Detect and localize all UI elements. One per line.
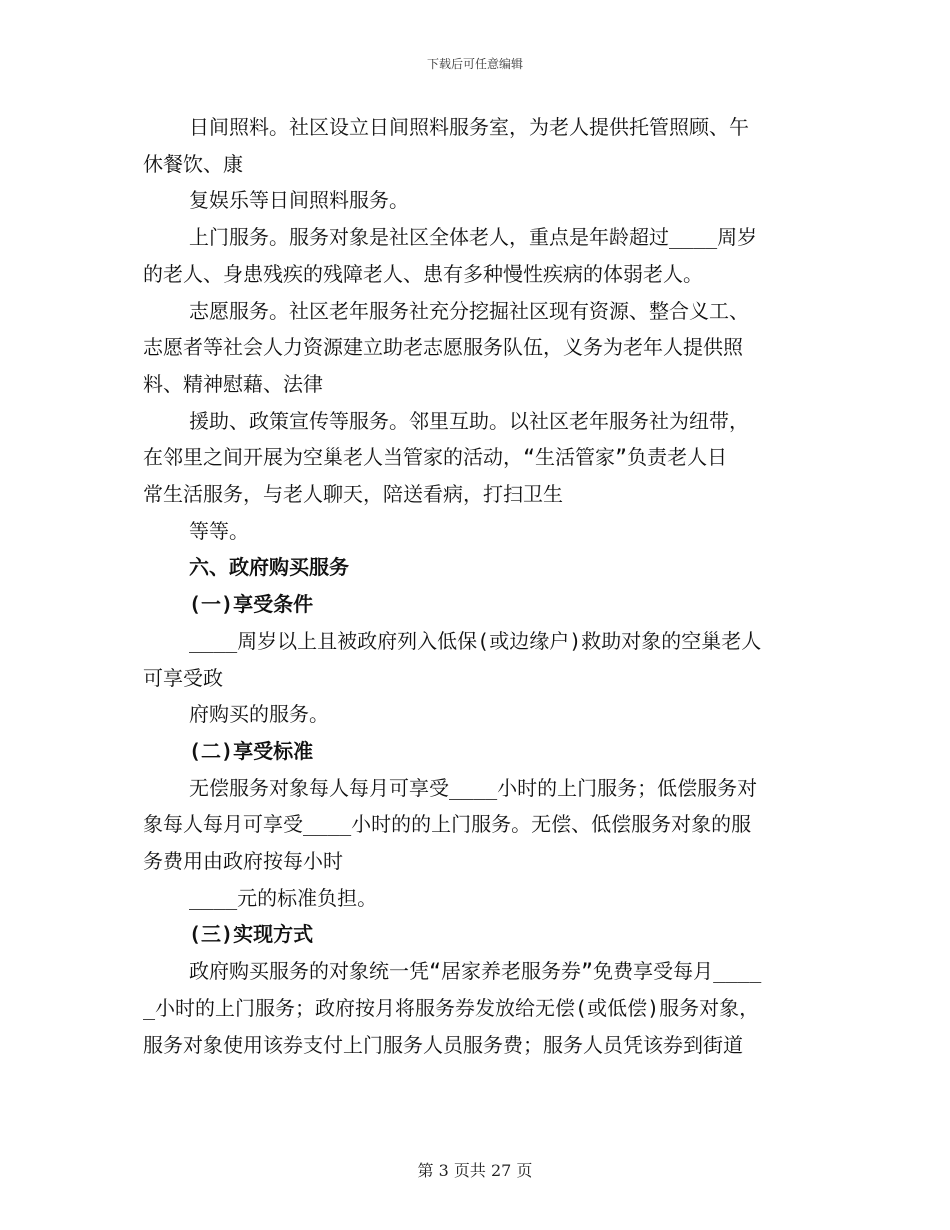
text-line: _小时的上门服务；政府按月将服务券发放给无偿(或低偿)服务对象， (143, 995, 760, 1020)
text-line: 无偿服务对象每人每月可享受____小时的上门服务；低偿服务对 (189, 775, 758, 800)
text-line: 志愿者等社会人力资源建立助老志愿服务队伍，义务为老年人提供照 (143, 335, 743, 360)
subsection-heading: (三)实现方式 (189, 922, 314, 947)
text-line: 复娱乐等日间照料服务。 (189, 188, 409, 213)
text-line: 府购买的服务。 (189, 702, 329, 727)
page-header: 下载后可任意编辑 (426, 57, 523, 71)
text-line: 在邻里之间开展为空巢老人当管家的活动，“生活管家”负责老人日 (143, 445, 728, 470)
text-line: 上门服务。服务对象是社区全体老人，重点是年龄超过____周岁 (189, 225, 758, 250)
text-line: 服务对象使用该券支付上门服务人员服务费；服务人员凭该券到街道 (143, 1032, 743, 1057)
text-line: 志愿服务。社区老年服务社充分挖掘社区现有资源、整合义工、 (189, 298, 749, 323)
text-line: 象每人每月可享受____小时的的上门服务。无偿、低偿服务对象的服 (143, 812, 752, 837)
text-line: ____元的标准负担。 (189, 885, 378, 910)
text-line: 的老人、身患残疾的残障老人、患有多种慢性疾病的体弱老人。 (143, 261, 703, 286)
page-footer: 第 3 页共 27 页 (417, 1161, 533, 1180)
text-line: 可享受政 (143, 665, 223, 690)
text-line: 援助、政策宣传等服务。邻里互助。以社区老年服务社为纽带， (189, 408, 749, 433)
subsection-heading: (二)享受标准 (189, 738, 314, 763)
text-line: 料、精神慰藉、法律 (143, 371, 323, 396)
text-line: 休餐饮、康 (143, 151, 243, 176)
text-line: 务费用由政府按每小时 (143, 849, 343, 874)
text-line: 政府购买服务的对象统一凭“居家养老服务券”免费享受每月____ (189, 959, 762, 984)
text-line: 常生活服务，与老人聊天，陪送看病，打扫卫生 (143, 482, 563, 507)
document-body (143, 109, 803, 1063)
text-line: 日间照料。社区设立日间照料服务室，为老人提供托管照顾、午 (189, 115, 749, 139)
text-line: 等等。 (189, 518, 249, 543)
text-line: ____周岁以上且被政府列入低保(或边缘户)救助对象的空巢老人 (189, 628, 762, 653)
subsection-heading: (一)享受条件 (189, 592, 314, 617)
section-heading: 六、政府购买服务 (189, 555, 349, 580)
